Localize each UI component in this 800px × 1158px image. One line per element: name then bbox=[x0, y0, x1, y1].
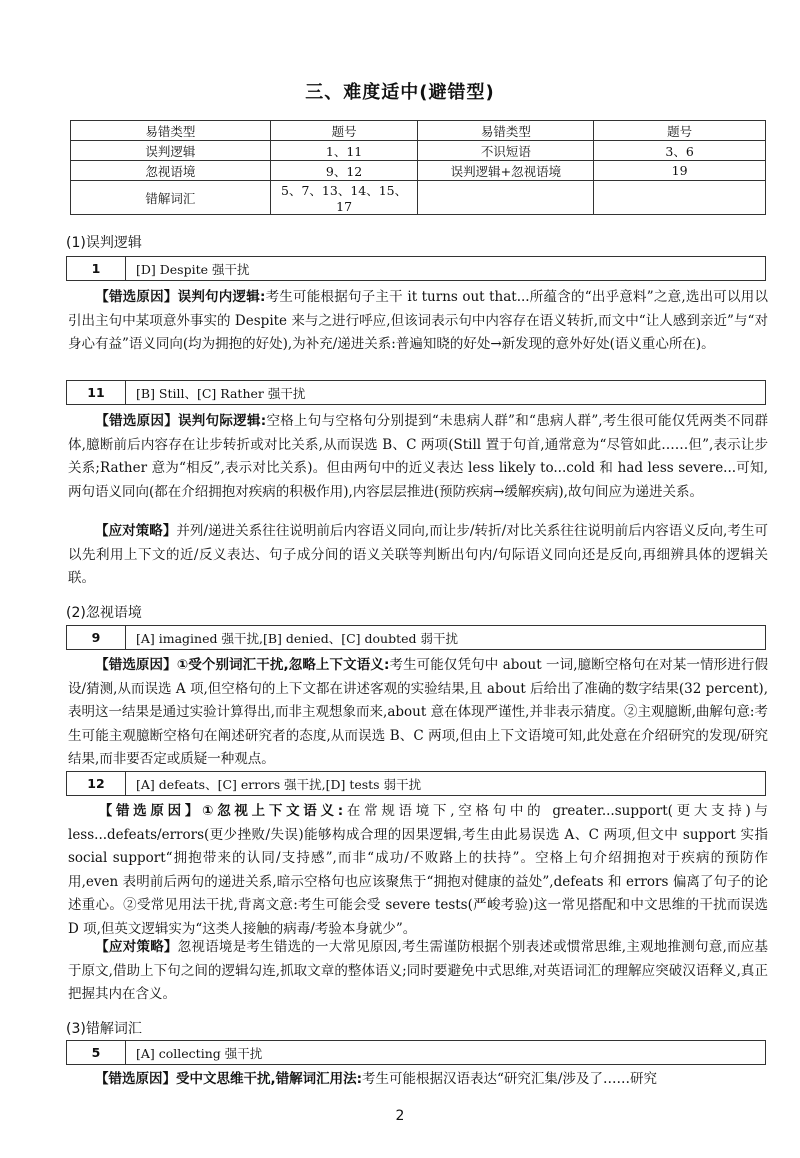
strategy-label: 【应对策略】 bbox=[95, 939, 178, 955]
table-cell: 5、7、13、14、15、17 bbox=[270, 181, 418, 215]
table-cell: 1、11 bbox=[270, 141, 418, 161]
question-option: [A] collecting 强干扰 bbox=[136, 1045, 263, 1061]
explanation-label: 【错选原因】①忽视上下文语义: bbox=[95, 803, 344, 819]
question-option: [A] imagined 强干扰,[B] denied、[C] doubted 弱干扰 bbox=[136, 630, 458, 646]
strategy-paragraph bbox=[68, 520, 768, 591]
section-heading-misread-vocabulary: (3)错解词汇 bbox=[66, 1021, 142, 1037]
page-number: 2 bbox=[395, 1108, 405, 1124]
table-cell: 3、6 bbox=[594, 141, 766, 161]
question-box-5 bbox=[66, 1040, 766, 1065]
table-row bbox=[71, 181, 766, 215]
question-box-11 bbox=[66, 380, 766, 405]
explanation-text: 在常规语境下,空格句中的 greater...support(更大支持)与 less...defeats/errors(更少挫败/失误)能够构成合理的因果逻辑,考生由此易误选 A、C 两项,但文中 support 实指 social support“拥抱带来的认同/支持感”,而非“成功/不败路上的扶持”。空格上句介绍拥抱对于疾病的预防作用,even 表明前后两句的递进关系,暗示空格句也应该聚焦于“拥抱对健康的益处”,defeats 和 errors 偏离了句子的论述重心。②受常见用法干扰,背离文意:考生可能会受 severe tests(严峻考验)这一常见搭配和中文思维的干扰而误选 D 项,但英文逻辑实为“这类人接触的病毒/考验本身就少”。 bbox=[68, 803, 768, 937]
table-cell bbox=[594, 181, 766, 215]
table-cell: 忽视语境 bbox=[71, 161, 271, 181]
table-cell: 误判逻辑+忽视语境 bbox=[418, 161, 594, 181]
question-box-12 bbox=[66, 771, 766, 796]
table-cell: 9、12 bbox=[270, 161, 418, 181]
table-header-cell: 题号 bbox=[270, 121, 418, 141]
table-cell: 19 bbox=[594, 161, 766, 181]
table-cell: 误判逻辑 bbox=[71, 141, 271, 161]
section-heading-ignore-context: (2)忽视语境 bbox=[66, 605, 142, 621]
question-number: 5 bbox=[67, 1041, 126, 1064]
table-cell: 错解词汇 bbox=[71, 181, 271, 215]
strategy-label: 【应对策略】 bbox=[95, 523, 177, 539]
table-header-cell: 易错类型 bbox=[418, 121, 594, 141]
table-row bbox=[71, 141, 766, 161]
explanation-text: 考生可能根据汉语表达“研究汇集/涉及了……研究 bbox=[362, 1071, 657, 1087]
table-cell: 不识短语 bbox=[418, 141, 594, 161]
explanation-paragraph bbox=[68, 1068, 768, 1092]
explanation-paragraph bbox=[68, 410, 768, 504]
explanation-text: 考生可能仅凭句中 about 一词,臆断空格句在对某一情形进行假设/猜测,从而误选 A 项,但空格句的上下文都在讲述客观的实验结果,且 about 后给出了准确的数字结果(32 percent),表明这一结果是通过实验计算得出,而非主观想象而来,about 意在体现严谨性,并非表示猜度。②主观臆断,曲解句意:考生可能主观臆断空格句在阐述研究者的态度,从而误选 B、C 两项,但由上下文语境可知,此处意在介绍研究的发现/研究结果,而非要否定或质疑一种观点。 bbox=[68, 657, 768, 767]
explanation-paragraph bbox=[68, 654, 768, 772]
question-number: 1 bbox=[67, 257, 126, 280]
strategy-text: 忽视语境是考生错选的一大常见原因,考生需谨防根据个别表述或惯常思维,主观地推测句意,而应基于原文,借助上下句之间的逻辑勾连,抓取文章的整体语义;同时要避免中式思维,对英语词汇的理解应突破汉语释义,真正把握其内在含义。 bbox=[68, 939, 769, 1002]
section-heading-misjudge-logic: (1)误判逻辑 bbox=[66, 235, 142, 251]
table-header-row bbox=[71, 121, 766, 141]
question-box-9 bbox=[66, 625, 766, 650]
error-type-table bbox=[70, 120, 766, 215]
explanation-paragraph bbox=[68, 800, 768, 941]
table-header-cell: 题号 bbox=[594, 121, 766, 141]
question-box-1 bbox=[66, 256, 766, 281]
explanation-label: 【错选原因】误判句际逻辑: bbox=[95, 413, 267, 429]
explanation-text: 空格上句与空格句分别提到“未患病人群”和“患病人群”,考生很可能仅凭两类不同群体,臆断前后内容存在让步转折或对比关系,从而误选 B、C 两项(Still 置于句首,通常意为“尽管如此……但”,表示让步关系;Rather 意为“相反”,表示对比关系)。但由两句中的近义表达 less likely to...cold 和 had less severe...可知,两句语义同向(都在介绍拥抱对疾病的积极作用),内容层层推进(预防疾病→缓解疾病),故句间应为递进关系。 bbox=[68, 413, 768, 500]
question-option: [B] Still、[C] Rather 强干扰 bbox=[136, 385, 306, 401]
page-title: 三、难度适中(避错型) bbox=[305, 82, 495, 103]
table-row bbox=[71, 161, 766, 181]
question-number: 12 bbox=[67, 772, 126, 795]
question-number: 9 bbox=[67, 626, 126, 649]
strategy-text: 并列/递进关系往往说明前后内容语义同向,而让步/转折/对比关系往往说明前后内容语义反向,考生可以先利用上下文的近/反义表达、句子成分间的语义关联等判断出句内/句际语义同向还是反向,再细辨具体的逻辑关联。 bbox=[68, 523, 769, 586]
explanation-label: 【错选原因】①受个别词汇干扰,忽略上下文语义: bbox=[95, 657, 390, 673]
explanation-label: 【错选原因】误判句内逻辑: bbox=[95, 289, 266, 305]
question-number: 11 bbox=[67, 381, 126, 404]
explanation-label: 【错选原因】受中文思维干扰,错解词汇用法: bbox=[95, 1071, 363, 1087]
strategy-paragraph bbox=[68, 936, 768, 1007]
question-option: [A] defeats、[C] errors 强干扰,[D] tests 弱干扰 bbox=[136, 776, 422, 792]
question-option: [D] Despite 强干扰 bbox=[136, 261, 250, 277]
explanation-paragraph bbox=[68, 286, 768, 357]
table-header-cell: 易错类型 bbox=[71, 121, 271, 141]
explanation-text: 考生可能根据句子主干 it turns out that...所蕴含的“出乎意料”之意,选出可以用以引出主句中某项意外事实的 Despite 来与之进行呼应,但该词表示句中内容存在语义转折,而文中“让人感到亲近”与“对身心有益”语义同向(均为拥抱的好处),为补充/递进关系:普遍知晓的好处→新发现的意外好处(语义重心所在)。 bbox=[68, 289, 768, 352]
table-cell bbox=[418, 181, 594, 215]
